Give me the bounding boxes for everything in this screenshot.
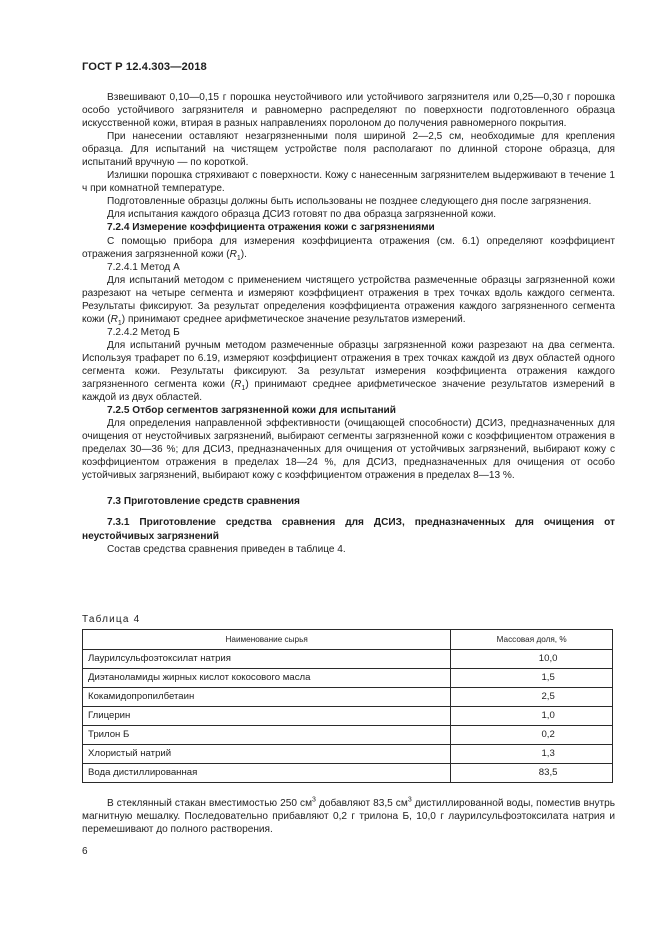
subscript: 1	[117, 319, 122, 327]
section-heading-7-2-5: 7.2.5 Отбор сегментов загрязненной кожи для испытаний	[107, 405, 396, 417]
superscript: 3	[407, 796, 412, 804]
subscript: 1	[236, 254, 241, 262]
text-segment: добавляют 83,5 см	[315, 798, 408, 809]
section-heading-7-3-1: 7.3.1 Приготовление средства сравнения для ДСИЗ, предназначенных для очищения от неустойчивых загрязнений	[82, 517, 615, 542]
table-row	[83, 650, 613, 669]
table-row	[83, 764, 613, 783]
superscript: 3	[312, 796, 316, 804]
text-segment: Для испытаний методом с применением чистящего устройства размеченные образцы загрязненной кожи разрезают на четыре сегмента и измеряют коэффициент отражения в трех точках вдоль каждого сегмента. Результаты фиксируют. За результат определения коэффициента отражения каждого загрязненного сегмента кожи (	[82, 274, 615, 325]
cell-value: 2,5	[451, 688, 613, 707]
column-header-mass: Массовая доля, %	[451, 630, 613, 650]
document-body	[82, 91, 615, 556]
cell-name: Трилон Б	[83, 726, 451, 745]
table-row	[83, 726, 613, 745]
text-segment: дистиллированной воды, поместив внутрь магнитную мешалку. Последовательно прибавляют 0,2 г трилона Б, 10,0 г лаурилсульфоэтоксилата натрия и перемешивают до полного растворения.	[82, 798, 615, 836]
cell-name: Диэтаноламиды жирных кислот кокосового масла	[83, 669, 451, 688]
column-header-name: Наименование сырья	[83, 630, 451, 650]
cell-name: Глицерин	[83, 707, 451, 726]
cell-name: Лаурилсульфоэтоксилат натрия	[83, 650, 451, 669]
text-segment: ).	[240, 248, 247, 260]
cell-value: 10,0	[451, 650, 613, 669]
variable-r: R	[234, 379, 242, 391]
document-header: ГОСТ Р 12.4.303—2018	[82, 61, 207, 73]
variable-r: R	[110, 313, 118, 325]
cell-name: Хлористый натрий	[83, 745, 451, 764]
text-segment: ) принимают среднее арифметическое значение результатов измерений в каждой из двух областей.	[82, 379, 615, 404]
table-row	[83, 745, 613, 764]
cell-value: 0,2	[451, 726, 613, 745]
paragraph: Состав средства сравнения приведен в таблице 4.	[107, 543, 346, 555]
paragraph: Излишки порошка стряхивают с поверхности. Кожу с нанесенным загрязнителем выдерживают в течение 1 ч при комнатной температуре.	[82, 170, 615, 195]
cell-value: 1,3	[451, 745, 613, 764]
paragraph: При нанесении оставляют незагрязненными поля шириной 2—2,5 см, необходимые для крепления образца. Для испытаний на чистящем устройстве поля располагают по длинной стороне образца, для испытаний вручную — по короткой.	[82, 131, 615, 169]
table-row	[83, 688, 613, 707]
cell-name: Вода дистиллированная	[83, 764, 451, 783]
cell-name: Кокамидопропилбетаин	[83, 688, 451, 707]
composition-table	[82, 629, 613, 783]
table-header-row	[83, 630, 613, 650]
subsection-heading-method-b: 7.2.4.2 Метод Б	[107, 326, 180, 338]
section-heading-7-2-4: 7.2.4 Измерение коэффициента отражения кожи с загрязнениями	[107, 222, 435, 234]
paragraph-reflectance	[82, 235, 615, 261]
cell-value: 1,5	[451, 669, 613, 688]
paragraph: Взвешивают 0,10—0,15 г порошка неустойчивого или устойчивого загрязнителя или 0,25—0,30 г порошка особо устойчивого загрязнителя и равномерно распределяют по поверхности подготовленного образца искусственной кожи, втирая в разных направлениях поролоном до получения равномерного покрытия.	[82, 92, 615, 130]
post-table-text	[82, 797, 615, 836]
subscript: 1	[241, 385, 246, 393]
subsection-heading-method-a: 7.2.4.1 Метод А	[107, 261, 180, 273]
text-segment: В стеклянный стакан вместимостью 250 см	[107, 798, 313, 809]
table-row	[83, 669, 613, 688]
text-segment: ) принимают среднее арифметическое значение результатов измерений.	[121, 313, 466, 325]
paragraph: Для испытания каждого образца ДСИЗ готовят по два образца загрязненной кожи.	[107, 209, 497, 221]
cell-value: 1,0	[451, 707, 613, 726]
text-segment: С помощью прибора для измерения коэффициента отражения (см. 6.1) определяют коэффициент отражения загрязненной кожи (	[82, 235, 615, 260]
table-row	[83, 707, 613, 726]
paragraph-method-b	[82, 339, 615, 404]
paragraph: Для определения направленной эффективности (очищающей способности) ДСИЗ, предназначенных для очищения от неустойчивых загрязнений, выбирают сегменты загрязненной кожи с коэффициентом отражения в пределах 30—36 %; для ДСИЗ, предназначенных для очищения от устойчивых загрязнений, выбирают кожу с коэффициентом отражения в пределах 18—24 %, для ДСИЗ, предназначенных для очищения от особо устойчивых загрязнений, выбирают кожу с коэффициентом отражения в пределах 8—13 %.	[82, 418, 615, 482]
variable-r: R	[229, 248, 237, 260]
table-caption: Таблица 4	[82, 614, 141, 625]
cell-value: 83,5	[451, 764, 613, 783]
page-number: 6	[82, 846, 88, 857]
section-heading-7-3: 7.3 Приготовление средств сравнения	[107, 496, 300, 508]
paragraph: Подготовленные образцы должны быть использованы не позднее следующего дня после загрязнения.	[107, 196, 592, 208]
text-segment: Для испытаний ручным методом размеченные образцы загрязненной кожи разрезают на два сегмента. Используя трафарет по 6.19, измеряют коэффициент отражения в трех точках каждой из двух областей одного сегмента кожи. Результаты фиксируют. За результат измерения коэффициента отражения каждого загрязненного сегмента кожи (	[82, 339, 615, 391]
paragraph-method-a	[82, 274, 615, 326]
paragraph-preparation	[82, 797, 615, 836]
